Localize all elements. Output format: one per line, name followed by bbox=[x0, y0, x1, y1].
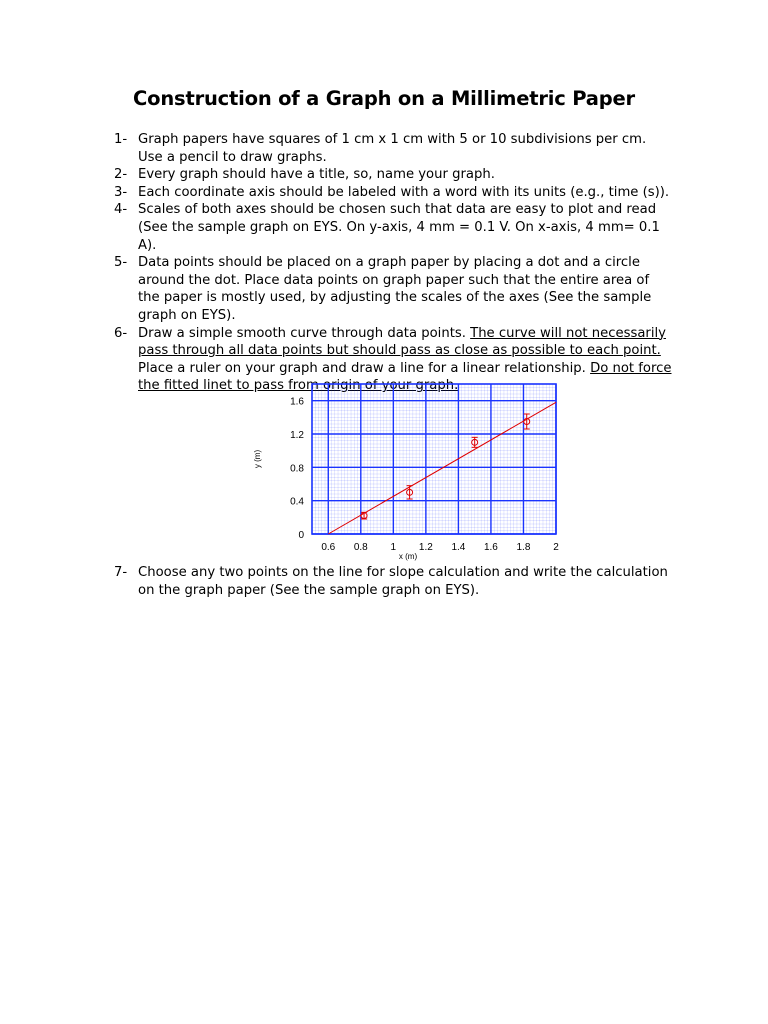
item-text bbox=[138, 201, 674, 254]
list-item bbox=[114, 166, 674, 184]
text-segment: Data points should be placed on a graph paper by placing a dot and a circle around the dot. Place data points on graph paper such that the entire area of the paper is mostly used, by adjusting the scales of the axes (See the sample graph on EYS). bbox=[138, 255, 652, 323]
item-number: 4- bbox=[114, 202, 128, 218]
text-segment: Graph papers have squares of 1 cm x 1 cm with 5 or 10 subdivisions per cm. Use a pencil to draw graphs. bbox=[138, 132, 647, 165]
list-item bbox=[114, 254, 674, 324]
underlined-text: Do not force the fitted linet to pass from origin of your graph. bbox=[138, 360, 672, 394]
item-number: 6- bbox=[114, 325, 128, 341]
x-tick-label: 1.8 bbox=[516, 542, 531, 553]
item-text: Choose any two points on the line for slope calculation and write the calculation on the graph paper (See the sample graph on EYS). bbox=[138, 565, 668, 598]
y-tick-label: 1.2 bbox=[290, 430, 304, 441]
instruction-list bbox=[114, 131, 674, 395]
item-number: 7- bbox=[114, 565, 128, 580]
sample-graph bbox=[250, 378, 570, 564]
y-tick-label: 0 bbox=[298, 530, 304, 541]
item-text bbox=[138, 254, 674, 324]
x-tick-label: 1.6 bbox=[483, 542, 498, 553]
page-title: Construction of a Graph on a Millimetric Paper bbox=[133, 87, 635, 110]
item-number: 1- bbox=[114, 132, 128, 147]
list-item bbox=[114, 564, 674, 599]
x-tick-label: 0.8 bbox=[353, 542, 368, 553]
list-item bbox=[114, 184, 674, 202]
item-text bbox=[138, 131, 674, 166]
y-tick-label: 0.4 bbox=[290, 496, 304, 508]
item-text bbox=[138, 166, 674, 184]
text-segment: Draw a simple smooth curve through data points. bbox=[138, 325, 471, 341]
y-tick-label: 0.8 bbox=[290, 463, 304, 475]
list-item bbox=[114, 201, 674, 254]
list-item bbox=[114, 131, 674, 166]
x-tick-label: 1 bbox=[390, 542, 397, 553]
underlined-text: The curve will not necessarily pass through all data points but should pass as close as possible to each point. bbox=[138, 325, 666, 359]
x-tick-label: 0.6 bbox=[321, 542, 336, 553]
text-segment: Each coordinate axis should be labeled with a word with its units (e.g., time (s)). bbox=[138, 184, 670, 200]
item-text bbox=[138, 184, 674, 202]
instruction-list-continued bbox=[114, 564, 674, 599]
item-number: 5- bbox=[114, 255, 128, 271]
x-tick-label: 1.4 bbox=[451, 542, 466, 553]
y-axis-label: y (m) bbox=[253, 449, 262, 469]
item-number: 3- bbox=[114, 184, 128, 200]
text-segment: Every graph should have a title, so, name your graph. bbox=[138, 167, 495, 183]
text-segment: Place a ruler on your graph and draw a line for a linear relationship. bbox=[138, 360, 591, 376]
text-segment: Scales of both axes should be chosen such that data are easy to plot and read (See the sample graph on EYS. On y-axis, 4 mm = 0.1 V. On x-axis, 4 mm= 0.1 A). bbox=[138, 202, 660, 253]
x-axis-label: x (m) bbox=[398, 552, 418, 561]
y-tick-label: 1.6 bbox=[290, 396, 304, 408]
item-number: 2- bbox=[114, 167, 128, 183]
plot-frame bbox=[312, 384, 556, 534]
x-tick-label: 2 bbox=[553, 542, 559, 553]
x-tick-label: 1.2 bbox=[418, 542, 433, 553]
